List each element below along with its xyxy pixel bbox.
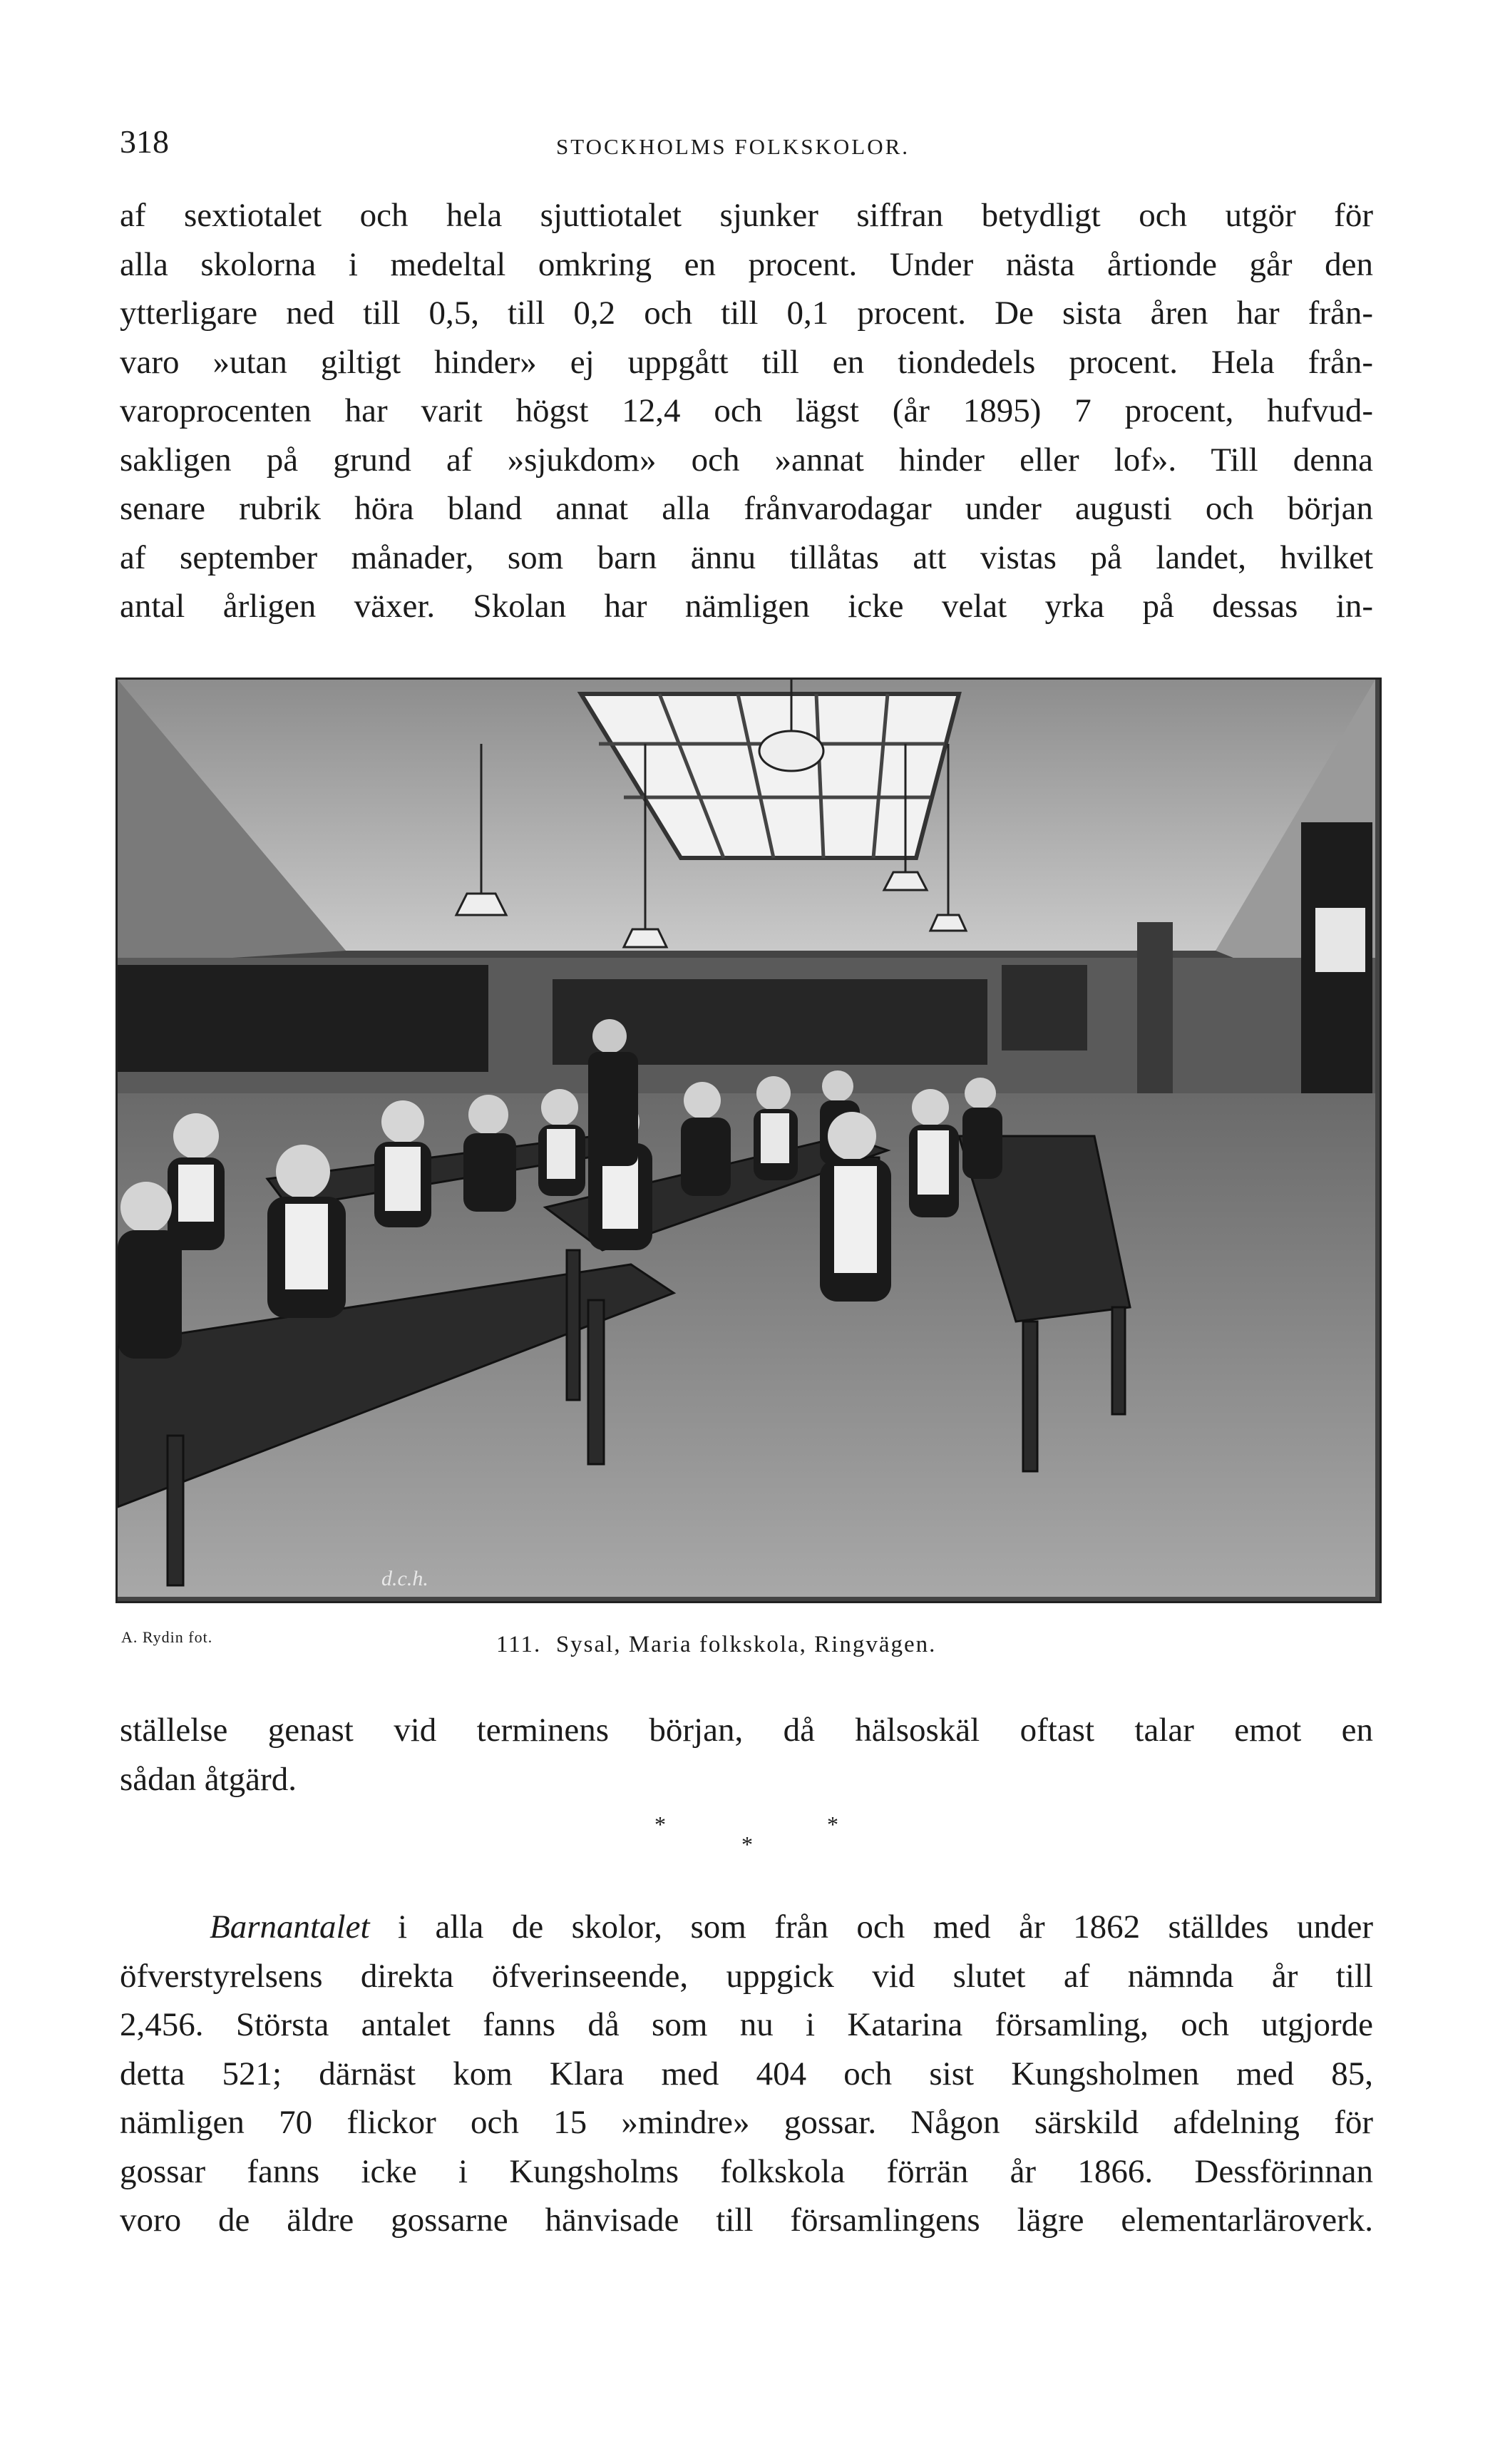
text-line: gossar fanns icke i Kungsholms folkskola förrän år 1866. Dessförinnan xyxy=(120,2152,1373,2190)
paragraph-3 xyxy=(120,1903,1373,2245)
photo-credit: A. Rydin fot. xyxy=(121,1628,213,1646)
caption-number: 111. xyxy=(496,1632,542,1657)
asterisk: * xyxy=(741,1831,753,1857)
text-line: ställelse genast vid terminens början, då hälsoskäl oftast talar emot en xyxy=(120,1712,1373,1749)
photo-signature: d.c.h. xyxy=(381,1567,428,1590)
figure-caption xyxy=(496,1632,936,1658)
paragraph-1 xyxy=(120,191,1373,631)
running-head: STOCKHOLMS FOLKSKOLOR. xyxy=(556,134,910,159)
text-line: antal årligen växer. Skolan har nämligen icke velat yrka på dessas in- xyxy=(120,588,1373,625)
text-line: af september månader, som barn ännu tillåtas att vistas på landet, hvilket xyxy=(120,538,1373,576)
text-line: 2,456. Största antalet fanns då som nu i Katarina församling, och utgjorde xyxy=(120,2006,1373,2043)
paragraph-2 xyxy=(120,1706,1373,1804)
asterisk: * xyxy=(654,1811,666,1837)
text-line: nämligen 70 flickor och 15 »mindre» gossar. Någon särskild afdelning för xyxy=(120,2104,1373,2141)
text-line: varoprocenten har varit högst 12,4 och lägst (år 1895) 7 procent, hufvud- xyxy=(120,392,1373,429)
line-rest: i alla de skolor, som från och med år 1862 ställdes under xyxy=(369,1908,1373,1946)
text-line: senare rubrik höra bland annat alla frånvarodagar under augusti och början xyxy=(120,490,1373,527)
text-line: af sextiotalet och hela sjuttiotalet sjunker siffran betydligt och utgör för xyxy=(120,197,1373,234)
text-line: detta 521; därnäst kom Klara med 404 och sist Kungsholmen med 85, xyxy=(120,2055,1373,2092)
text-line: alla skolorna i medeltal omkring en procent. Under nästa årtionde går den xyxy=(120,245,1373,283)
text-line: sådan åtgärd. xyxy=(120,1760,297,1798)
text-line: sakligen på grund af »sjukdom» och »annat hinder eller lof». Till denna xyxy=(120,441,1373,479)
asterisk: * xyxy=(827,1811,838,1837)
text-line: ytterligare ned till 0,5, till 0,2 och till 0,1 procent. De sista åren har från- xyxy=(120,295,1373,332)
text-line xyxy=(120,1903,1373,1952)
text-line: voro de äldre gossarne hänvisade till församlingens lägre elementarläroverk. xyxy=(120,2202,1373,2239)
classroom-photo-illustration xyxy=(118,680,1375,1597)
page-number: 318 xyxy=(120,123,169,160)
text-line: öfverstyrelsens direkta öfverinseende, uppgick vid slutet af nämnda år till xyxy=(120,1957,1373,1995)
caption-text: Sysal, Maria folkskola, Ringvägen. xyxy=(555,1632,937,1657)
text-line: varo »utan giltigt hinder» ej uppgått till en tiondedels procent. Hela från- xyxy=(120,343,1373,381)
classroom-photograph xyxy=(115,678,1382,1603)
italic-lead-word: Barnantalet xyxy=(210,1908,370,1946)
